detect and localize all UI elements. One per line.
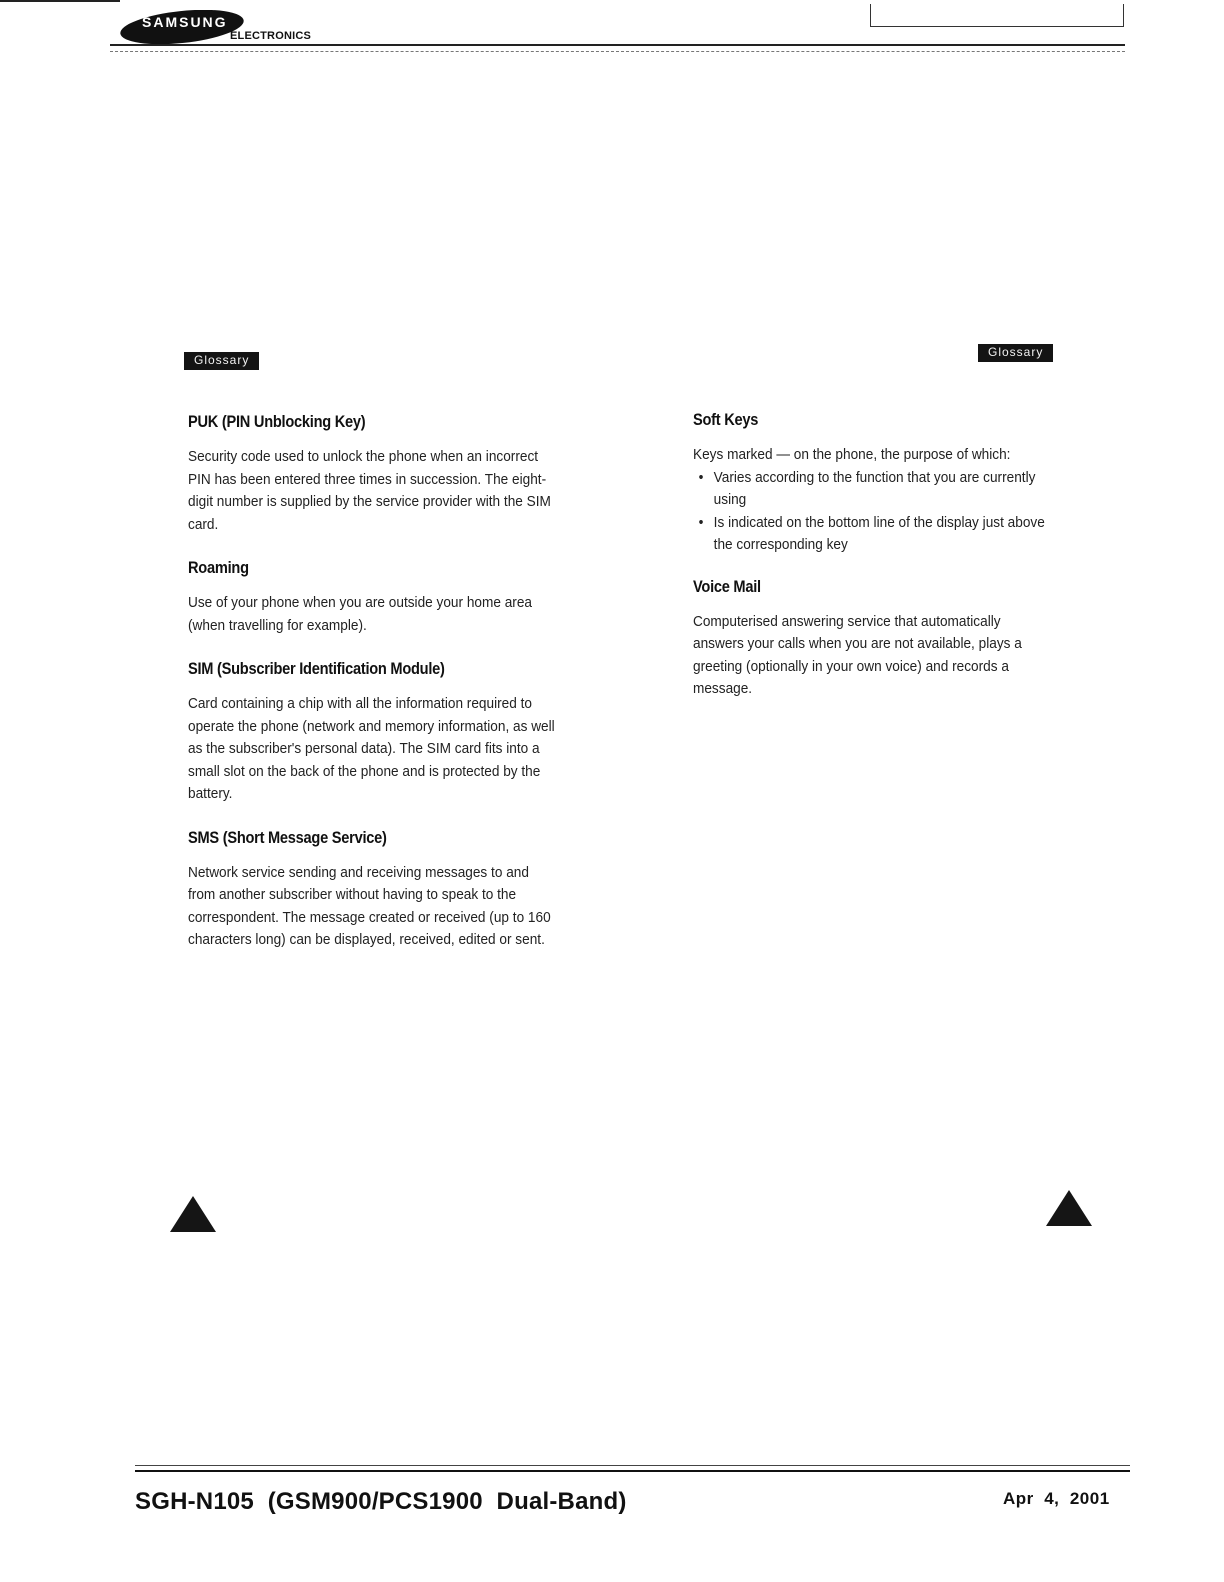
- term-definition: Card containing a chip with all the information required to operate the phone (network and memory information, as well as the subscriber's personal data). The SIM card fits into a small slot on the back of the phone and is protected by the battery.: [188, 696, 555, 802]
- brand-subtitle: ELECTRONICS: [230, 30, 312, 42]
- list-item: • Is indicated on the bottom line of the display just above the corresponding key: [693, 512, 1050, 557]
- confidential-stamp: [870, 4, 1124, 27]
- term-heading: Roaming: [188, 558, 249, 577]
- term-heading: Soft Keys: [693, 410, 759, 429]
- footer-model-title: SGH-N105 (GSM900/PCS1900 Dual-Band): [135, 1488, 627, 1515]
- top-rule: [0, 0, 120, 2]
- term-heading: Voice Mail: [693, 576, 761, 596]
- header-rule-dashed: [110, 51, 1125, 52]
- term-heading: SMS (Short Message Service): [188, 827, 387, 847]
- term-definition: Keys marked — on the phone, the purpose of which:: [693, 447, 1011, 463]
- term-definition: Use of your phone when you are outside your home area (when travelling for example).: [188, 595, 532, 634]
- glossary-entry-voice-mail: [693, 577, 1063, 701]
- glossary-entry-soft-keys: [693, 410, 1063, 557]
- bullet-list: [693, 467, 1050, 557]
- section-tag-left: Glossary: [184, 352, 259, 370]
- left-page-glossary: [188, 412, 558, 974]
- right-page-glossary: [693, 410, 1063, 723]
- list-item: • Varies according to the function that you are currently using: [693, 467, 1050, 512]
- section-tag-right: Glossary: [978, 344, 1053, 362]
- bullet-icon: •: [698, 514, 704, 531]
- bullet-icon: •: [698, 469, 704, 486]
- term-definition: Security code used to unlock the phone when an incorrect PIN has been entered three times in succession. The eight-digit number is supplied by the service provider with the SIM card.: [188, 449, 551, 533]
- term-definition: Computerised answering service that automatically answers your calls when you are not available, plays a greeting (optionally in your own voice) and records a message.: [693, 613, 1022, 697]
- glossary-entry-roaming: [188, 558, 558, 637]
- term-heading: PUK (PIN Unblocking Key): [188, 412, 366, 431]
- header-rule: [110, 44, 1125, 46]
- footer-rule-heavy: [135, 1470, 1130, 1472]
- page-marker-triangle-icon: [1046, 1190, 1092, 1226]
- svg-text:SAMSUNG: SAMSUNG: [142, 14, 228, 30]
- term-heading: SIM (Subscriber Identification Module): [188, 659, 445, 678]
- term-definition: Network service sending and receiving messages to and from another subscriber without having to speak to the correspondent. The message created or received (up to 160 characters long) can be displayed, received, edited or sent.: [188, 864, 551, 948]
- page-marker-triangle-icon: [170, 1196, 216, 1232]
- glossary-entry-puk: [188, 412, 558, 536]
- glossary-entry-sim: [188, 659, 558, 806]
- footer-rule: [135, 1465, 1130, 1466]
- footer-date: Apr 4, 2001: [1003, 1489, 1110, 1508]
- glossary-entry-sms: [188, 828, 558, 952]
